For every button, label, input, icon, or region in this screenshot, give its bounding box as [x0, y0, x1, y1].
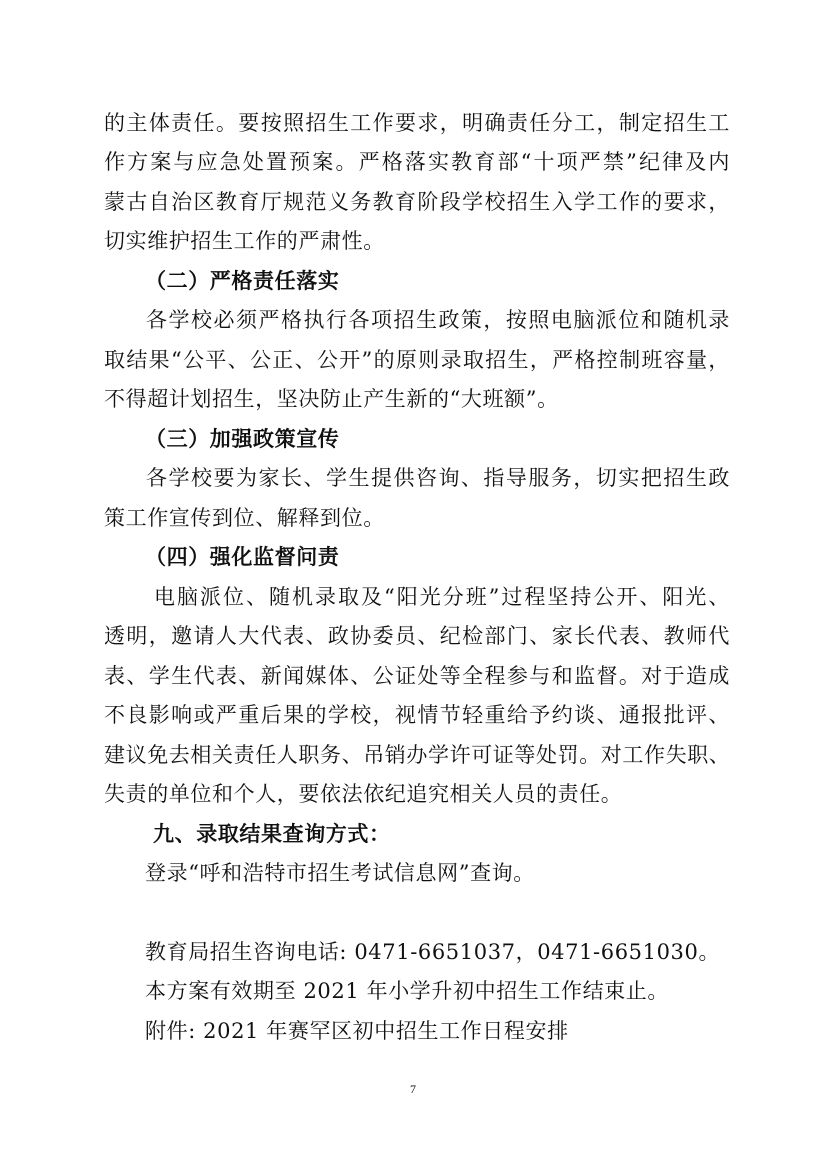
paragraph-line: 电脑派位、随机录取及“阳光分班”过程坚持公开、阳光、 — [154, 585, 730, 609]
contact-phone-line: 教育局招生咨询电话: 0471-6651037，0471-6651030。 — [145, 940, 721, 964]
paragraph-line: 的主体责任。要按照招生工作要求，明确责任分工，制定招生工 — [104, 111, 730, 135]
paragraph-line: 作方案与应急处置预案。严格落实教育部“十项严禁”纪律及内 — [104, 150, 730, 174]
validity-line: 本方案有效期至 2021 年小学升初中招生工作结束止。 — [145, 979, 669, 1003]
attachment-line: 附件: 2021 年赛罕区初中招生工作日程安排 — [145, 1019, 569, 1043]
paragraph-line: 表、学生代表、新闻媒体、公证处等全程参与和监督。对于造成 — [104, 664, 730, 688]
page-number: 7 — [410, 1082, 416, 1096]
paragraph-line: 策工作宣传到位、解释到位。 — [104, 506, 385, 530]
paragraph-line: 蒙古自治区教育厅规范义务教育阶段学校招生入学工作的要求， — [104, 190, 730, 214]
section-heading-3: （三）加强政策宣传 — [145, 427, 340, 451]
paragraph-line: 登录“呼和浩特市招生考试信息网”查询。 — [145, 861, 535, 885]
section-heading-2: （二）严格责任落实 — [145, 269, 340, 293]
paragraph-line: 各学校必须严格执行各项招生政策，按照电脑派位和随机录 — [146, 308, 730, 332]
section-heading-4: （四）强化监督问责 — [145, 545, 340, 569]
paragraph-line: 取结果“公平、公正、公开”的原则录取招生，严格控制班容量， — [104, 348, 730, 372]
paragraph-line: 各学校要为家长、学生提供咨询、指导服务，切实把招生政 — [146, 466, 730, 490]
paragraph-line: 透明，邀请人大代表、政协委员、纪检部门、家长代表、教师代 — [104, 624, 730, 648]
paragraph-line: 失责的单位和个人，要依法依纪追究相关人员的责任。 — [104, 782, 623, 806]
paragraph-line: 不良影响或严重后果的学校，视情节轻重给予约谈、通报批评、 — [104, 703, 730, 727]
section-heading-9: 九、录取结果查询方式： — [153, 822, 391, 846]
paragraph-line: 不得超计划招生，坚决防止产生新的“大班额”。 — [104, 387, 559, 411]
paragraph-line: 切实维护招生工作的严肃性。 — [104, 229, 385, 253]
paragraph-line: 建议免去相关责任人职务、吊销办学许可证等处罚。对工作失职、 — [104, 743, 731, 767]
